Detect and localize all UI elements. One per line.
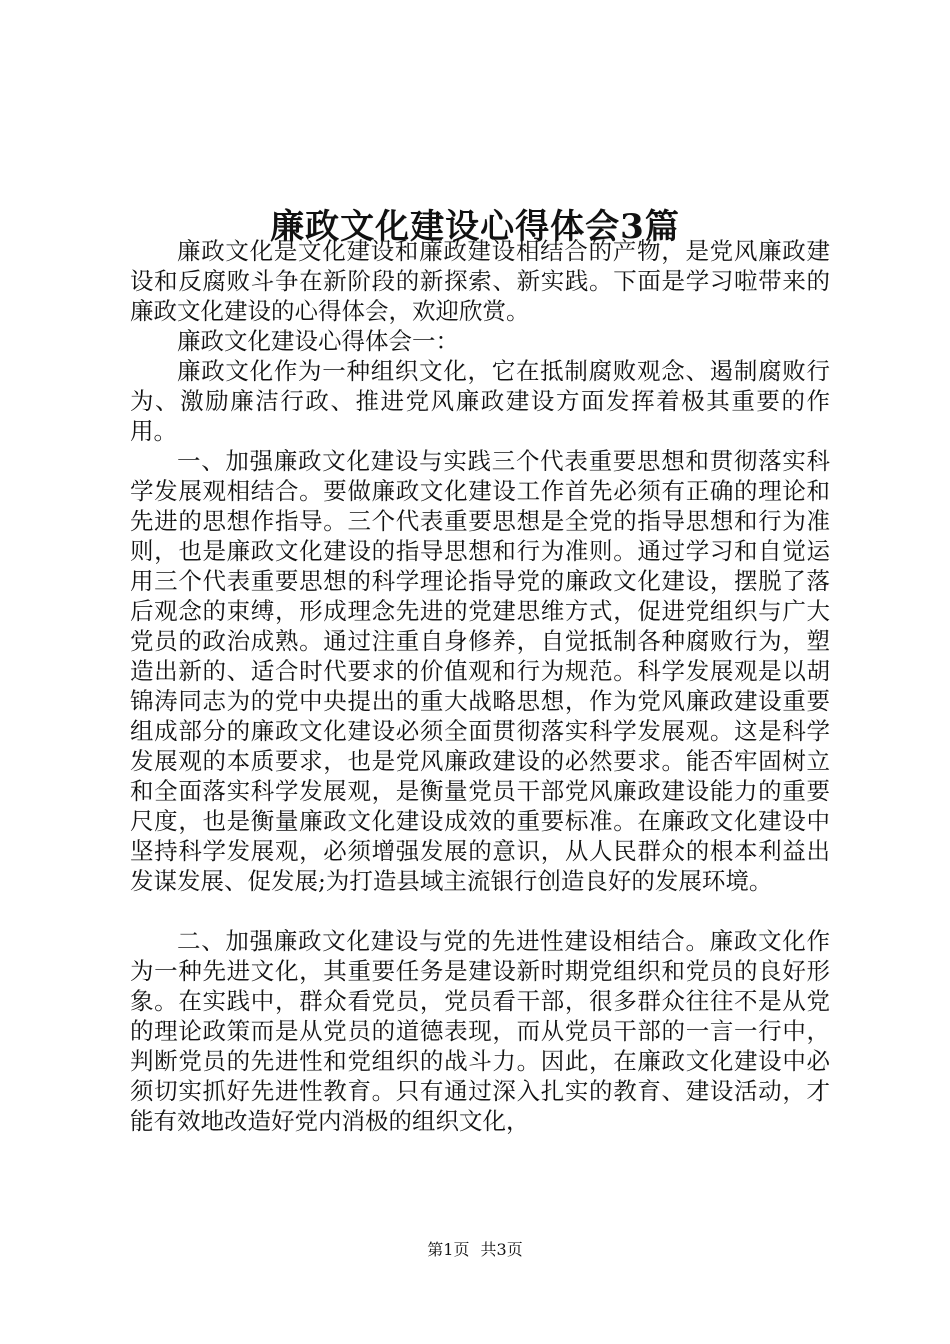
body-paragraph: 二、加强廉政文化建设与党的先进性建设相结合。廉政文化作为一种先进文化，其重要任务是建设新时期党组织和党员的良好形象。在实践中，群众看党员，党员看干部，很多群众往往不是从党的理论政策而是从党员的道德表现，而从党员干部的一言一行中，判断党员的先进性和党组织的战斗力。因此，在廉政文化建设中必须切实抓好先进性教育。只有通过深入扎实的教育、建设活动，才能有效地改造好党内消极的组织文化， bbox=[130, 927, 830, 1135]
document-body bbox=[130, 236, 830, 1136]
page-footer bbox=[0, 1239, 950, 1261]
intro-paragraph: 廉政文化是文化建设和廉政建设相结合的产物，是党风廉政建设和反腐败斗争在新阶段的新探索、新实践。下面是学习啦带来的廉政文化建设的心得体会，欢迎欣赏。 bbox=[130, 237, 830, 325]
page-number: 第1页 bbox=[427, 1240, 470, 1259]
section-heading: 廉政文化建设心得体会一： bbox=[177, 327, 459, 355]
body-paragraph: 廉政文化作为一种组织文化，它在抵制腐败观念、遏制腐败行为、激励廉洁行政、推进党风廉政建设方面发挥着极其重要的作用。 bbox=[130, 357, 830, 445]
body-paragraph: 一、加强廉政文化建设与实践三个代表重要思想和贯彻落实科学发展观相结合。要做廉政文化建设工作首先必须有正确的理论和先进的思想作指导。三个代表重要思想是全党的指导思想和行为准则，也是廉政文化建设的指导思想和行为准则。通过学习和自觉运用三个代表重要思想的科学理论指导党的廉政文化建设，摆脱了落后观念的束缚，形成理念先进的党建思维方式，促进党组织与广大党员的政治成熟。通过注重自身修养，自觉抵制各种腐败行为，塑造出新的、适合时代要求的价值观和行为规范。科学发展观是以胡锦涛同志为的党中央提出的重大战略思想，作为党风廉政建设重要组成部分的廉政文化建设必须全面贯彻落实科学发展观。这是科学发展观的本质要求，也是党风廉政建设的必然要求。能否牢固树立和全面落实科学发展观，是衡量党员干部党风廉政建设能力的重要尺度，也是衡量廉政文化建设成效的重要标准。在廉政文化建设中坚持科学发展观，必须增强发展的意识，从人民群众的根本利益出发谋发展、促发展;为打造县域主流银行创造良好的发展环境。 bbox=[130, 447, 830, 895]
document-title: 廉政文化建设心得体会3篇 bbox=[270, 206, 680, 247]
page-total: 共3页 bbox=[480, 1240, 523, 1259]
